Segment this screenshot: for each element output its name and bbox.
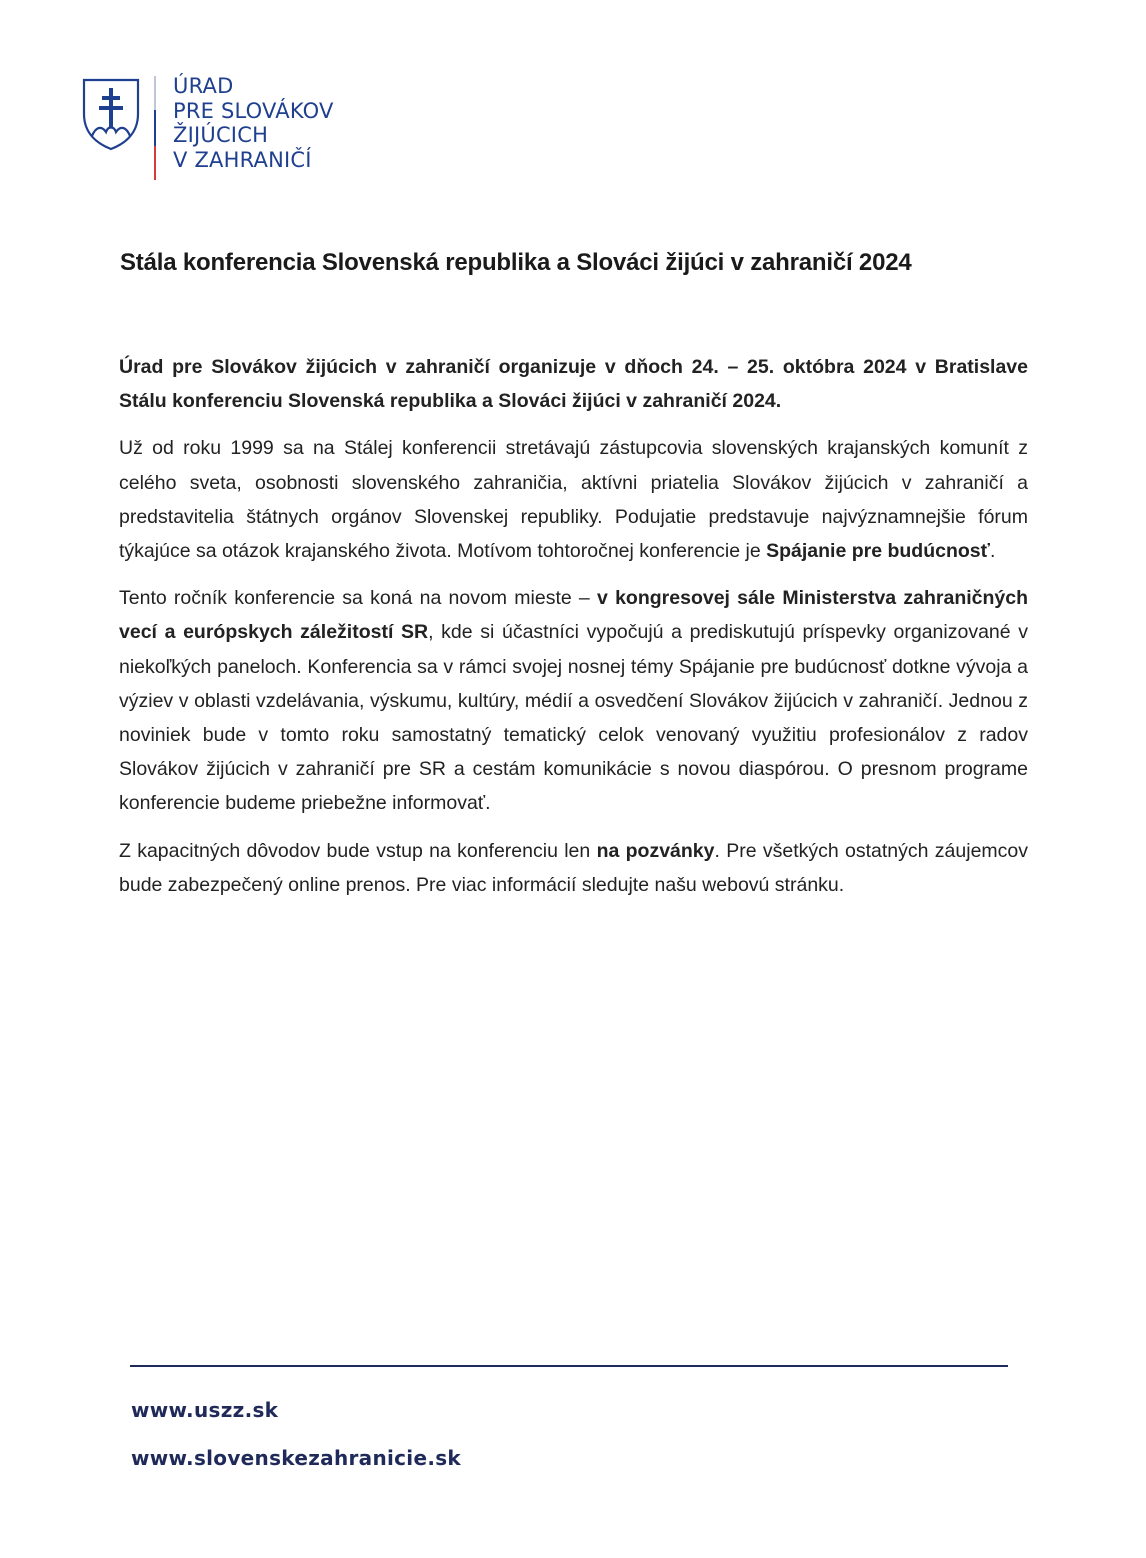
logo-line: PRE SLOVÁKOV — [173, 98, 334, 123]
logo-divider — [153, 76, 158, 180]
text-run: , kde si účastníci vypočujú a prediskutujú príspevky organizované v niekoľkých paneloch. Konferencia sa v rámci svojej nosnej témy Spájanie pre budúcnosť dotkne vývoja a výziev v oblasti vzdelávania, výskumu, kultúry, médií a osvedčení Slovákov žijúcich v zahraničí. Jednou z noviniek bude v tomto roku samostatný tematický celok venovaný využitiu profesionálov z radov Slovákov žijúcich v zahraničí pre SR a cestám komunikácie s novou diaspórou. O presnom programe konferencie budeme priebežne informovať. — [119, 621, 1029, 815]
motto-emphasis: Spájanie pre budúcnosť — [766, 540, 990, 563]
paragraph-admission — [119, 834, 1028, 902]
document-title: Stála konferencia Slovenská republika a Slováci žijúci v zahraničí 2024 — [120, 249, 912, 276]
venue-emphasis: v kongresovej sále Ministerstva zahraničných vecí a európskych záležitostí SR — [119, 587, 1028, 644]
document-body — [119, 350, 1028, 915]
logo-wordmark — [173, 74, 334, 172]
footer-link-uszz[interactable]: www.uszz.sk — [131, 1398, 279, 1422]
paragraph-venue — [119, 581, 1028, 820]
footer-link-slovenskezahranicie[interactable]: www.slovenskezahranicie.sk — [131, 1446, 462, 1470]
text-run: . Pre všetkých ostatných záujemcov bude zabezpečený online prenos. Pre viac informácií sledujte našu webovú stránku. — [119, 839, 1029, 896]
footer-divider — [130, 1365, 1008, 1367]
text-run: Tento ročník konferencie sa koná na novom mieste – — [119, 587, 598, 610]
text-run: Z kapacitných dôvodov bude vstup na konferenciu len — [119, 839, 597, 862]
invitation-emphasis: na pozvánky — [596, 839, 715, 862]
office-logo — [78, 72, 378, 182]
paragraph-history — [119, 431, 1028, 568]
text-run: Už od roku 1999 sa na Stálej konferencii stretávajú zástupcovia slovenských krajanských komunít z celého sveta, osobnosti slovenského zahraničia, aktívni priatelia Slovákov žijúcich v zahraničí a predstavitelia štátnych orgánov Slovenskej republiky. Podujatie predstavuje najvýznamnejšie fórum týkajúce sa otázok krajanského života. Motívom tohtoročnej konferencie je — [119, 437, 1028, 563]
logo-line: ŽIJÚCICH — [173, 123, 269, 147]
logo-line: ÚRAD — [173, 74, 234, 98]
text-run: . — [989, 540, 996, 563]
slovak-coat-of-arms-icon — [80, 76, 142, 152]
lead-paragraph: Úrad pre Slovákov žijúcich v zahraničí organizuje v dňoch 24. – 25. októbra 2024 v Bratislave Stálu konferenciu Slovenská republika a Slováci žijúci v zahraničí 2024. — [119, 356, 1028, 413]
logo-line: V ZAHRANIČÍ — [173, 147, 312, 172]
